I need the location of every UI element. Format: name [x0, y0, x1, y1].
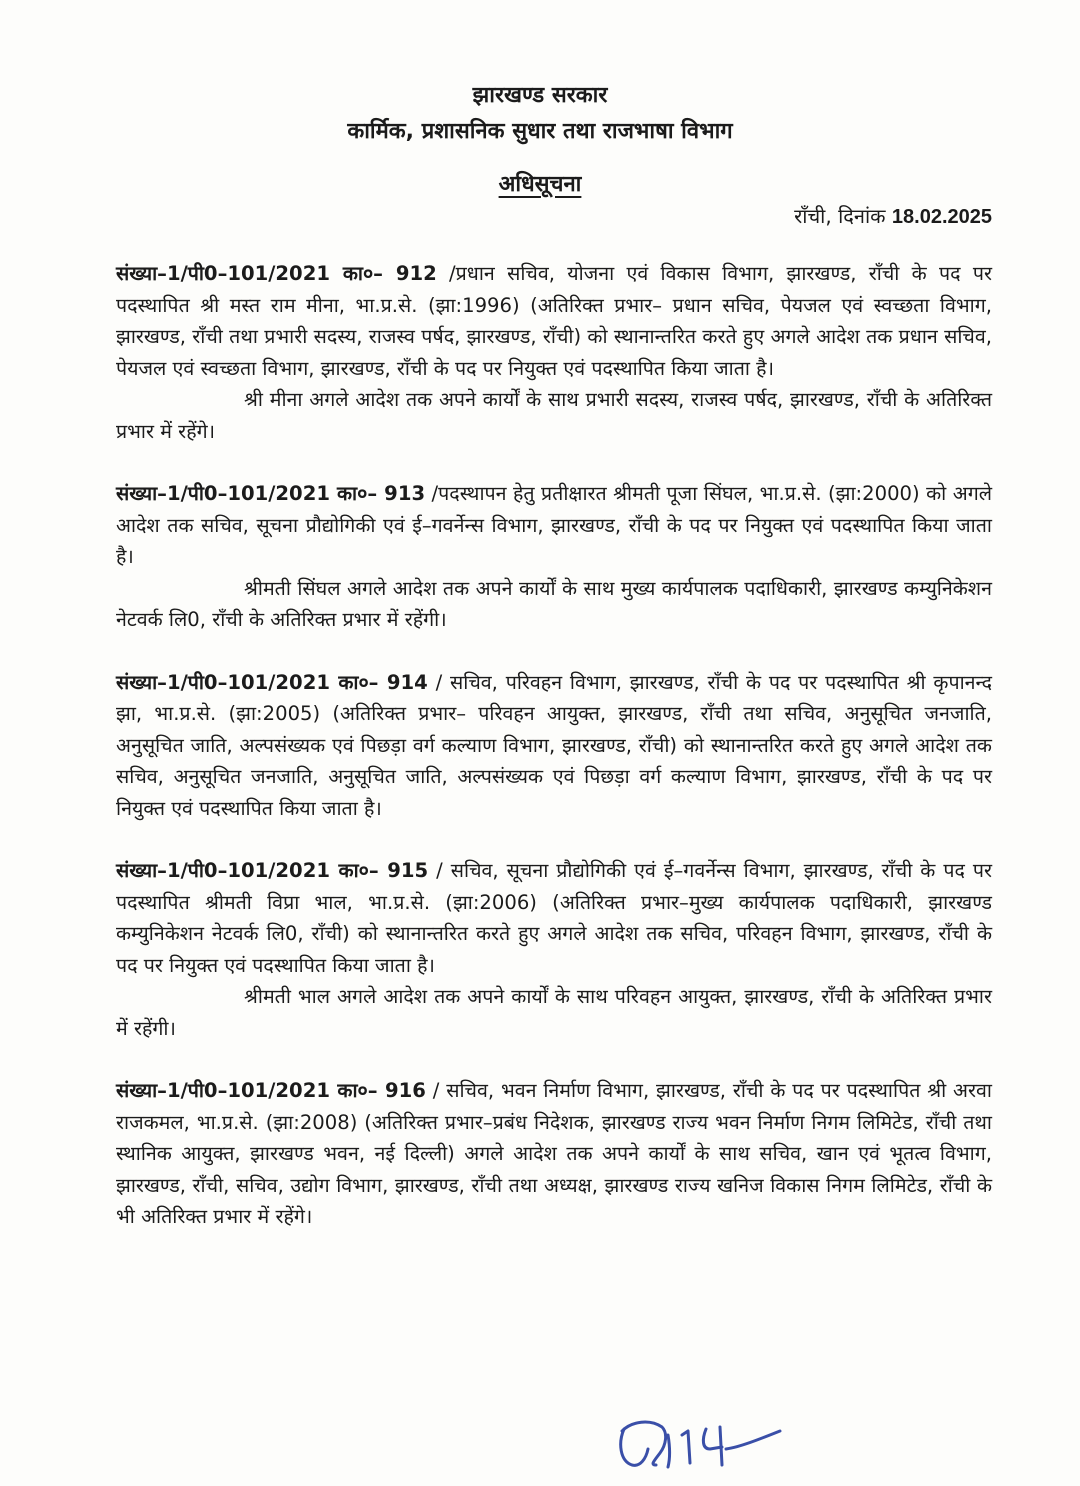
- order-reference: संख्या–1/पी0–101/2021 का०– 916: [116, 1079, 426, 1102]
- order-reference: संख्या–1/पी0–101/2021 का०– 915: [116, 859, 429, 882]
- order-text: / सचिव, सूचना प्रौद्योगिकी एवं ई–गवर्नेन्स विभाग, झारखण्ड, राँची के पद पर पदस्थापित श्रीमती विप्रा भाल, भा.प्र.से. (झा:2006) (अतिरिक्त प्रभार–मुख्य कार्यपालक पदाधिकारी, झारखण्ड कम्युनिकेशन नेटवर्क लि0, राँची) को स्थानान्तरित करते हुए अगले आदेश तक सचिव, परिवहन विभाग, झारखण्ड, राँची के पद पर नियुक्त एवं पदस्थापित किया जाता है।: [116, 859, 992, 977]
- order-915: [116, 855, 992, 1044]
- department-name: कार्मिक, प्रशासनिक सुधार तथा राजभाषा विभाग: [347, 119, 733, 144]
- document-header: [0, 78, 1080, 150]
- order-paragraph: [116, 478, 992, 573]
- order-913: [116, 478, 992, 636]
- order-note: श्रीमती भाल अगले आदेश तक अपने कार्यों के साथ परिवहन आयुक्त, झारखण्ड, राँची के अतिरिक्त प्रभार में रहेंगी।: [116, 985, 992, 1040]
- order-paragraph: [116, 855, 992, 981]
- order-reference: संख्या–1/पी0–101/2021 का०– 912: [116, 262, 437, 285]
- handwritten-signature: [610, 1405, 790, 1479]
- orders-body: [116, 258, 992, 1233]
- order-reference: संख्या–1/पी0–101/2021 का०– 914: [116, 670, 428, 694]
- date-line: [794, 202, 992, 229]
- order-reference: संख्या–1/पी0–101/2021 का०– 913: [116, 482, 426, 505]
- date-value: 18.02.2025: [891, 206, 992, 228]
- notification-title-text: अधिसूचना: [498, 172, 582, 197]
- order-text: /पदस्थापन हेतु प्रतीक्षारत श्रीमती पूजा सिंघल, भा.प्र.से. (झा:2000) को अगले आदेश तक सचिव, सूचना प्रौद्योगिकी एवं ई–गवर्नेन्स विभाग, झारखण्ड, राँची के पद पर नियुक्त एवं पदस्थापित किया जाता है।: [116, 482, 993, 568]
- order-text: / सचिव, भवन निर्माण विभाग, झारखण्ड, राँची के पद पर पदस्थापित श्री अरवा राजकमल, भा.प्र.से. (झा:2008) (अतिरिक्त प्रभार–प्रबंध निदेशक, झारखण्ड राज्य भवन निर्माण निगम लिमिटेड, राँची तथा स्थानिक आयुक्त, झारखण्ड भवन, नई दिल्ली) अगले आदेश तक अपने कार्यों के साथ सचिव, खान एवं भूतत्व विभाग, झारखण्ड, राँची, सचिव, उद्योग विभाग, झारखण्ड, राँची तथा अध्यक्ष, झारखण्ड राज्य खनिज विकास निगम लिमिटेड, राँची के भी अतिरिक्त प्रभार में रहेंगे।: [116, 1079, 992, 1228]
- date-prefix: राँची, दिनांक: [794, 204, 886, 228]
- order-note: श्रीमती सिंघल अगले आदेश तक अपने कार्यों के साथ मुख्य कार्यपालक पदाधिकारी, झारखण्ड कम्युनिकेशन नेटवर्क लि0, राँची के अतिरिक्त प्रभार में रहेंगी।: [116, 576, 992, 631]
- order-916: [116, 1075, 992, 1233]
- order-note: श्री मीना अगले आदेश तक अपने कार्यों के साथ प्रभारी सदस्य, राजस्व पर्षद, झारखण्ड, राँची के अतिरिक्त प्रभार में रहेंगे।: [116, 388, 992, 443]
- order-paragraph: [116, 667, 992, 825]
- order-text: / सचिव, परिवहन विभाग, झारखण्ड, राँची के पद पर पदस्थापित श्री कृपानन्द झा, भा.प्र.से. (झा:2005) (अतिरिक्त प्रभार– परिवहन आयुक्त, झारखण्ड, राँची तथा सचिव, अनुसूचित जनजाति, अनुसूचित जाति, अल्पसंख्यक एवं पिछड़ा वर्ग कल्याण विभाग, झारखण्ड, राँची) को स्थानान्तरित करते हुए अगले आदेश तक सचिव, अनुसूचित जनजाति, अनुसूचित जाति, अल्पसंख्यक एवं पिछड़ा वर्ग कल्याण विभाग, झारखण्ड, राँची के पद पर नियुक्त एवं पदस्थापित किया जाता है।: [116, 670, 993, 820]
- signature-mark: [610, 1405, 790, 1475]
- order-text: /प्रधान सचिव, योजना एवं विकास विभाग, झारखण्ड, राँची के पद पर पदस्थापित श्री मस्त राम मीना, भा.प्र.से. (झा:1996) (अतिरिक्त प्रभार– प्रधान सचिव, पेयजल एवं स्वच्छता विभाग, झारखण्ड, राँची तथा प्रभारी सदस्य, राजस्व पर्षद, झारखण्ड, राँची) को स्थानान्तरित करते हुए अगले आदेश तक प्रधान सचिव, पेयजल एवं स्वच्छता विभाग, झारखण्ड, राँची के पद पर नियुक्त एवं पदस्थापित किया जाता है।: [116, 262, 992, 380]
- order-914: [116, 667, 992, 825]
- order-paragraph: [116, 258, 992, 384]
- notification-title: [0, 168, 1080, 198]
- order-912: [116, 258, 992, 447]
- government-name: झारखण्ड सरकार: [472, 83, 608, 108]
- order-paragraph: [116, 1075, 992, 1233]
